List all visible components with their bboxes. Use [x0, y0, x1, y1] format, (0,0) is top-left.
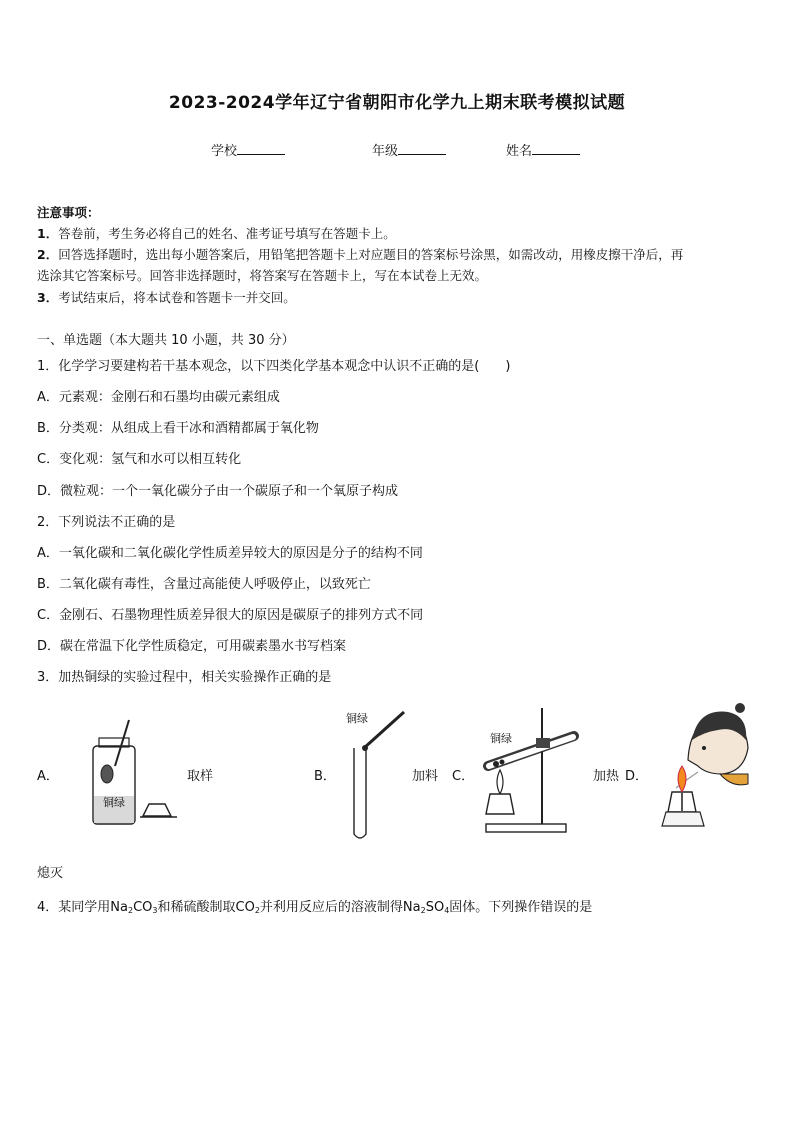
na2so4-so: SO	[425, 900, 445, 915]
school-blank[interactable]	[237, 142, 285, 155]
q3-option-c[interactable]: C．	[452, 769, 475, 784]
figure-b-adding	[340, 708, 412, 844]
copper-green-sample	[493, 761, 499, 767]
notice-item-2	[37, 245, 683, 263]
q1-option-a[interactable]: A．元素观：金刚石和石墨均由碳元素组成	[37, 390, 280, 405]
notice-item-2-text: 回答选择题时，选出每小题答案后，用铅笔把答题卡上对应题目的答案标号涂黑，如需改动，用橡皮擦干净后，再	[58, 247, 684, 262]
name-blank[interactable]	[532, 142, 580, 155]
alcohol-lamp	[486, 794, 514, 814]
grade-blank[interactable]	[398, 142, 446, 155]
copper-green-sample-2	[500, 760, 505, 765]
q4-text-4: 固体。下列操作错误的是	[449, 900, 593, 915]
figure-c-label: 铜绿	[490, 732, 512, 745]
test-tube	[354, 748, 366, 838]
q1-option-c[interactable]: C．变化观：氢气和水可以相互转化	[37, 452, 242, 467]
na2co3-sub-3: 3	[152, 906, 158, 915]
figure-a-label: 铜绿	[103, 796, 125, 809]
notice-item-1-text: 答卷前，考生务必将自己的姓名、准考证号填写在答题卡上。	[58, 226, 396, 241]
notice-item-2-num: 2．	[37, 247, 59, 262]
notice-item-3-num: 3．	[37, 290, 59, 305]
na2co3-na: Na	[110, 900, 128, 915]
clamp	[536, 738, 550, 748]
co2-co: CO	[235, 900, 255, 915]
grade-field	[372, 140, 446, 159]
figure-b-label: 铜绿	[346, 712, 368, 725]
q2-option-a[interactable]: A．一氧化碳和二氧化碳化学性质差异较大的原因是分子的结构不同	[37, 546, 423, 561]
na2co3-co: CO	[133, 900, 153, 915]
q3-option-b[interactable]: B．	[314, 769, 336, 784]
q3-caption-c: 加热	[593, 769, 620, 784]
q3-option-a[interactable]: A．	[37, 769, 59, 784]
q4-text-1: 4．某同学用	[37, 900, 111, 915]
q3-caption-d: 熄灭	[37, 866, 64, 881]
notice-item-3-text: 考试结束后，将本试卷和答题卡一并交回。	[58, 290, 296, 305]
hair-bun	[735, 703, 745, 713]
q4-stem	[37, 896, 592, 915]
school-field	[211, 140, 285, 159]
notice-item-2-cont: 选涂其它答案标号。回答非选择题时，将答案写在答题卡上，写在本试卷上无效。	[37, 268, 488, 283]
q2-option-c[interactable]: C．金刚石、石墨物理性质差异很大的原因是碳原子的排列方式不同	[37, 608, 424, 623]
q4-text-2: 和稀硫酸制取	[157, 900, 236, 915]
q2-option-d[interactable]: D．碳在常温下化学性质稳定，可用碳素墨水书写档案	[37, 639, 347, 654]
feeding-trough	[364, 712, 404, 748]
copper-powder	[362, 745, 368, 751]
spoon-bowl	[101, 765, 113, 783]
q3-caption-a: 取样	[187, 769, 214, 784]
q1-stem: 1．化学学习要建构若干基本观念，以下四类化学基本观念中认识不正确的是( )	[37, 359, 511, 374]
name-label: 姓名	[506, 144, 533, 159]
name-field	[506, 140, 580, 159]
notice-item-1-num: 1．	[37, 226, 59, 241]
na2co3-sub-2: 2	[127, 906, 134, 915]
eye	[702, 746, 706, 750]
co2-sub-2: 2	[254, 906, 260, 915]
q2-option-b[interactable]: B．二氧化碳有毒性，含量过高能使人呼吸停止，以致死亡	[37, 577, 371, 592]
formula-na2co3	[110, 900, 157, 915]
notice-item-1	[37, 224, 396, 242]
section-heading: 一、单选题（本大题共 10 小题，共 30 分）	[37, 333, 295, 348]
lamp-flame	[678, 766, 686, 792]
na2so4-sub-2: 2	[420, 906, 426, 915]
formula-na2so4	[403, 900, 449, 915]
q1-option-b[interactable]: B．分类观：从组成上看干冰和酒精都属于氧化物	[37, 421, 319, 436]
q3-caption-b: 加料	[412, 769, 439, 784]
bottle-stopper	[143, 804, 171, 816]
page-title: 2023-2024学年辽宁省朝阳市化学九上期末联考模拟试题	[168, 93, 626, 113]
notice-item-3	[37, 288, 296, 306]
school-label: 学校	[211, 144, 238, 159]
q4-text-3: 并利用反应后的溶液制得	[259, 900, 403, 915]
q3-option-d[interactable]: D．	[625, 769, 649, 784]
na2so4-na: Na	[402, 900, 421, 915]
figure-a-sampling	[85, 716, 185, 828]
flame	[497, 770, 503, 794]
notice-heading: 注意事项：	[37, 205, 100, 220]
grade-label: 年级	[372, 144, 399, 159]
q2-stem: 2．下列说法不正确的是	[37, 515, 176, 530]
shirt	[720, 774, 748, 785]
figure-d-extinguish	[648, 700, 754, 840]
q3-stem: 3．加热铜绿的实验过程中，相关实验操作正确的是	[37, 670, 332, 685]
na2so4-sub-4: 4	[444, 906, 450, 915]
iron-stand-base	[486, 824, 566, 832]
formula-co2	[236, 900, 260, 915]
lamp-base	[662, 812, 704, 826]
q1-option-d[interactable]: D．微粒观：一个一氧化碳分子由一个碳原子和一个氧原子构成	[37, 484, 399, 499]
spoon-handle	[115, 720, 129, 766]
figure-c-heating	[476, 706, 588, 836]
